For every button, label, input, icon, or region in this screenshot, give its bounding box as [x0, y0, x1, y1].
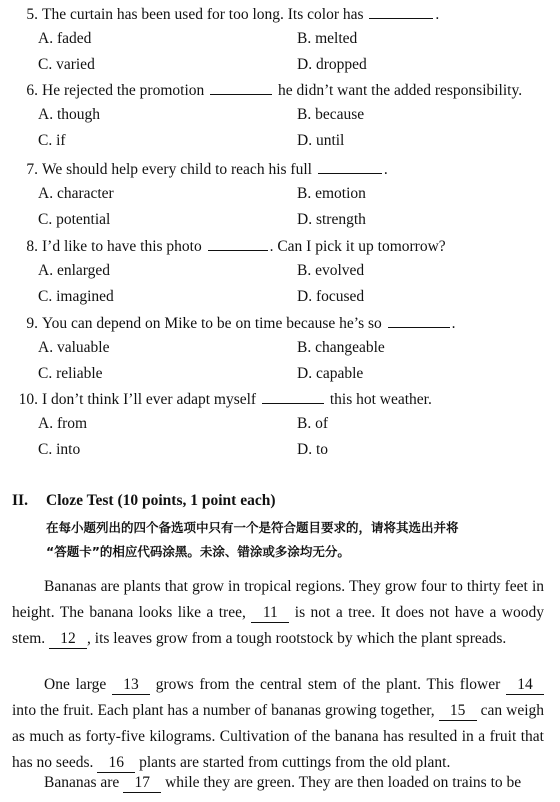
section-heading	[12, 492, 276, 510]
section-instruction-line-2: “答题卡”的相应代码涂黑。未涂、错涂或多涂均无分。	[46, 544, 350, 559]
option-b: B. emotion	[297, 185, 366, 202]
options-row	[12, 181, 550, 207]
answer-blank	[262, 389, 324, 404]
stem-text-after: .	[451, 315, 456, 332]
option-d: D. capable	[297, 365, 364, 382]
option-a: A. though	[38, 106, 100, 123]
option-d: D. dropped	[297, 56, 367, 73]
stem-text-after: .	[435, 6, 440, 23]
options-row	[12, 437, 550, 463]
stem-text: We should help every child to reach his full	[42, 161, 312, 178]
stem-text-after: .	[383, 161, 388, 178]
passage-text: can weigh as much as forty-five kilograms. Cultivation of the banana has resulted in a fruit that has no seeds.	[12, 702, 545, 771]
question-stem	[12, 313, 550, 335]
stem-text: He rejected the promotion	[42, 82, 205, 99]
answer-blank	[318, 159, 382, 174]
question-6	[12, 80, 550, 154]
passage-text: is not a tree. It does not have a woody stem.	[12, 604, 544, 647]
section-number: II.	[12, 492, 28, 509]
question-7	[12, 159, 550, 233]
cloze-blank-16: 16	[97, 754, 135, 773]
options-row	[12, 258, 550, 284]
option-d: D. focused	[297, 288, 365, 305]
question-number: 9.	[26, 315, 38, 332]
answer-blank	[388, 313, 450, 328]
stem-text-after: he didn’t want the added responsibility.	[278, 82, 523, 99]
option-d: D. until	[297, 132, 345, 149]
options-row	[12, 128, 550, 154]
question-stem	[12, 159, 550, 181]
passage-text: into the fruit. Each plant has a number of bananas growing together,	[12, 702, 435, 719]
section-title: Cloze Test (10 points, 1 point each)	[46, 492, 276, 509]
options-row	[12, 52, 550, 78]
section-instruction-line-1: 在每小题列出的四个备选项中只有一个是符合题目要求的，请将其选出并将	[46, 520, 459, 535]
passage-text: plants are started from cuttings from the old plant.	[139, 754, 451, 771]
options-row	[12, 102, 550, 128]
question-number: 5.	[26, 6, 38, 23]
stem-text: I’d like to have this photo	[42, 238, 202, 255]
options-row	[12, 335, 550, 361]
cloze-blank-13: 13	[112, 676, 150, 695]
option-b: B. changeable	[297, 339, 385, 356]
options-row	[12, 411, 550, 437]
passage-text: while they are green. They are then loaded on trains to be	[165, 774, 522, 791]
passage-text: Bananas are plants that grow in tropical regions. They grow four to thirty feet in height. The banana looks like a tree,	[12, 578, 544, 621]
passage-text: grows from the central stem of the plant. This flower	[155, 676, 501, 693]
question-number: 10.	[18, 391, 38, 408]
answer-blank	[369, 4, 433, 19]
question-10	[12, 389, 550, 463]
cloze-blank-15: 15	[439, 702, 477, 721]
question-number: 6.	[26, 82, 38, 99]
option-a: A. enlarged	[38, 262, 111, 279]
option-b: B. because	[297, 106, 365, 123]
passage-text: Bananas are	[44, 774, 120, 791]
cloze-blank-12: 12	[49, 630, 87, 649]
cloze-blank-17: 17	[123, 774, 161, 793]
options-row	[12, 26, 550, 52]
question-5	[12, 4, 550, 78]
stem-text: I don’t think I’ll ever adapt myself	[42, 391, 257, 408]
passage-paragraph-2	[12, 672, 544, 776]
answer-blank	[210, 80, 272, 95]
options-row	[12, 207, 550, 233]
options-row	[12, 361, 550, 387]
question-stem	[12, 4, 550, 26]
cloze-blank-11: 11	[251, 604, 289, 623]
option-a: A. from	[38, 415, 88, 432]
option-b: B. evolved	[297, 262, 365, 279]
question-stem	[12, 80, 550, 102]
question-8	[12, 236, 550, 310]
option-d: D. to	[297, 441, 328, 458]
question-number: 7.	[26, 161, 38, 178]
question-stem	[12, 236, 550, 258]
option-d: D. strength	[297, 211, 366, 228]
question-stem	[12, 389, 550, 411]
passage-text: , its leaves grow from a tough rootstock by which the plant spreads.	[87, 630, 507, 647]
stem-text: The curtain has been used for too long. Its color has	[42, 6, 364, 23]
stem-text: You can depend on Mike to be on time because he’s so	[42, 315, 382, 332]
stem-text-after: . Can I pick it up tomorrow?	[269, 238, 446, 255]
option-c: C. potential	[38, 211, 111, 228]
option-c: C. into	[38, 441, 81, 458]
option-a: A. character	[38, 185, 114, 202]
question-number: 8.	[26, 238, 38, 255]
cloze-blank-14: 14	[506, 676, 544, 695]
option-c: C. varied	[38, 56, 95, 73]
option-c: C. imagined	[38, 288, 114, 305]
option-b: B. melted	[297, 30, 358, 47]
stem-text-after: this hot weather.	[329, 391, 432, 408]
option-c: C. reliable	[38, 365, 103, 382]
passage-paragraph-1	[12, 574, 544, 652]
passage-paragraph-3	[12, 770, 544, 796]
option-c: C. if	[38, 132, 66, 149]
option-b: B. of	[297, 415, 328, 432]
answer-blank	[208, 236, 268, 251]
option-a: A. valuable	[38, 339, 110, 356]
options-row	[12, 284, 550, 310]
question-9	[12, 313, 550, 387]
option-a: A. faded	[38, 30, 92, 47]
passage-text: One large	[44, 676, 107, 693]
